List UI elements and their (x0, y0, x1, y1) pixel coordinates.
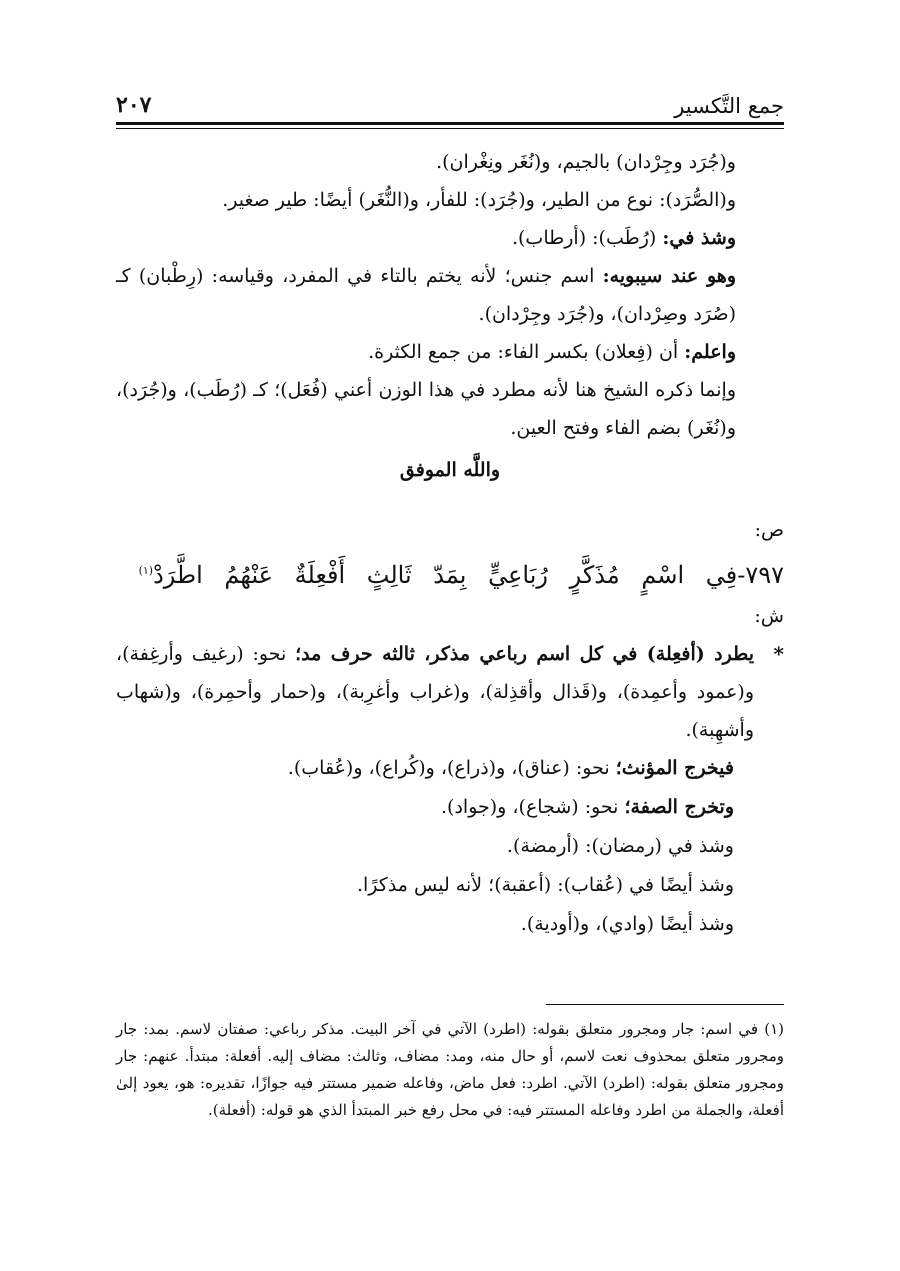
example-1-text: نحو: (عناق)، و(ذراع)، و(كُراع)، و(عُقاب). (287, 757, 616, 779)
example-2-lead: وتخرج الصفة؛ (624, 796, 734, 818)
commentary-examples (116, 749, 784, 944)
verse-text: ٧٩٧-فِي اسْمٍ مُذَكَّرٍ رُبَاعِيٍّ بِمَدّ ثَالِثٍ أَفْعِلَةٌ عَنْهُمُ اطَّرَدْ (153, 561, 784, 589)
header-rule-thick (116, 122, 784, 125)
example-5: وشذ أيضًا (وادي)، و(أودية). (520, 913, 734, 935)
paragraph-3-lead: وشذ في: (662, 227, 736, 249)
verse-line (116, 553, 784, 597)
paragraph-2: و(الصُّرَد): نوع من الطير، و(جُرَد): للفأر، و(النُّغَر) أيضًا: طير صغير. (222, 189, 736, 211)
footnote-ref: (١) (138, 564, 154, 577)
paragraph-3-text: (رُطَب): (أرطاب). (511, 227, 663, 249)
commentary-main-rest: نحو: (رغيف وأرغِفة)، و(عمود وأعمِدة)، و(قَذال وأقذِلة)، و(غراب وأغرِبة)، و(حمار وأحمِرة)، و(شهاب وأشهِبة). (116, 643, 754, 741)
example-2-text: نحو: (شجاع)، و(جواد). (441, 796, 625, 818)
paragraph-4-lead: وهو عند سيبويه: (602, 265, 736, 287)
footnote-rule (546, 1004, 784, 1005)
example-4: وشذ أيضًا في (عُقاب): (أعقبة)؛ لأنه ليس مذكرًا. (356, 874, 734, 896)
commentary-main (116, 635, 784, 749)
closing-phrase: واللَّه الموفق (399, 459, 501, 481)
page-header (116, 78, 784, 118)
commentary-main-lead: يطرد (أفعِلة) في كل اسم رباعي مذكر، ثالثه حرف مد؛ (295, 643, 754, 665)
commentary-label: ش: (754, 605, 784, 627)
paragraph-6: وإنما ذكره الشيخ هنا لأنه مطرد في هذا الوزن أعني (فُعَل)؛ كـ (رُطَب)، و(جُرَد)، و(نُغَر) بضم الفاء وفتح العين. (116, 379, 736, 439)
verse-label: ص: (754, 519, 784, 541)
example-1-lead: فيخرج المؤنث؛ (615, 757, 734, 779)
footnote: (١) في اسم: جار ومجرور متعلق بقوله: (اطرد) الآتي في آخر البيت. مذكر رباعي: صفتان لاسم. بمد: جار ومجرور متعلق بمحذوف نعت لاسم، أو حال منه، ومد: مضاف، وثالث: مضاف إليه. أفعلة: مبتدأ. عنهم: جار ومجرور متعلق بقوله: (اطرد) الآتي. اطرد: فعل ماض، وفاعله ضمير مستتر فيه جوازًا، تقديره: هو، يعود إلىٰ أفعلة، والجملة من اطرد وفاعله المستتر فيه: في محل رفع خبر المبتدأ الذي هو قوله: (أفعلة). (116, 1020, 784, 1119)
asterisk-icon: * (773, 642, 784, 666)
header-rule-thin (116, 128, 784, 129)
paragraph-4-text: اسم جنس؛ لأنه يختم بالتاء في المفرد، وقياسه: (رِطْبان) كـ (صُرَد وصِرْدان)، و(جُرَد وجِرْدان). (116, 265, 736, 325)
paragraph-5 (116, 333, 784, 371)
paragraph-4 (116, 257, 784, 333)
paragraph-5-lead: واعلم: (684, 341, 736, 363)
example-1 (116, 749, 784, 788)
paragraph-3 (116, 219, 784, 257)
running-title: جمع التَّكسير (674, 94, 784, 118)
commentary-main-text (116, 635, 754, 749)
example-3: وشذ في (رمضان): (أرمضة). (506, 835, 734, 857)
page-number: ٢٠٧ (116, 92, 152, 118)
example-2 (116, 788, 784, 827)
main-text (116, 143, 784, 944)
paragraph-1: و(جُرَد وجِرْدان) بالجيم، و(نُغَر ونِغْران). (436, 151, 736, 173)
paragraph-5-text: أن (فِعلان) بكسر الفاء: من جمع الكثرة. (368, 341, 685, 363)
